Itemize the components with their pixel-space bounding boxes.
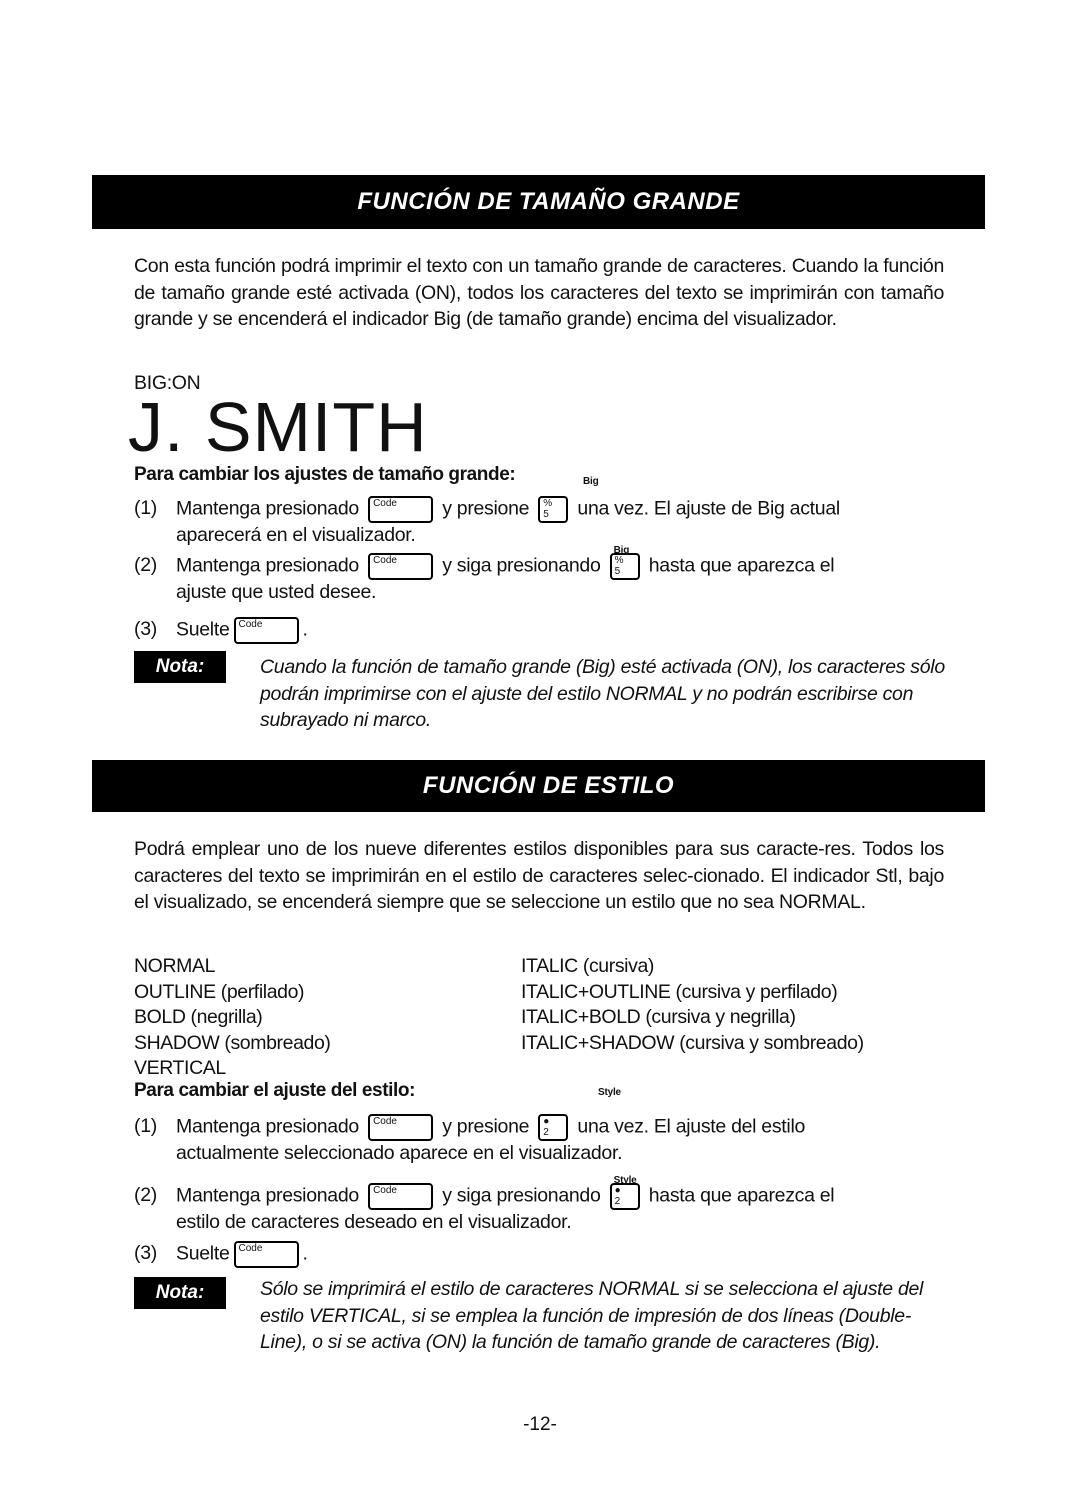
step-number: (3) [134, 618, 157, 640]
style-step-3 [134, 1241, 949, 1268]
step-text: Mantenga presionado [176, 554, 359, 577]
code-key-icon [234, 1241, 299, 1268]
style-step-1 [134, 1114, 949, 1166]
style-note-text: Sólo se imprimirá el estilo de caracteres NORMAL si se selecciona el ajuste del estilo VERTICAL, si se emplea la función de impresión de dos líneas (Double-Line), o si se activa (ON) la función de tamaño grande de caracteres (Big). [260, 1278, 924, 1353]
big-step-1 [134, 496, 949, 548]
section-title: FUNCIÓN DE ESTILO [422, 772, 675, 799]
step-text: y presione [442, 1115, 530, 1138]
big-step-3 [134, 617, 949, 644]
step-text: Mantenga presionado [176, 1184, 359, 1207]
key-top-label: % [543, 498, 553, 509]
styles-left-column [134, 954, 521, 1082]
style-subheading: Para cambiar el ajuste del estilo: [134, 1080, 416, 1101]
step-text: una vez. El ajuste de Big actual [577, 497, 840, 520]
key-bottom-label: 5 [543, 509, 549, 520]
big-subheading: Para cambiar los ajustes de tamaño grande: [134, 464, 516, 485]
key-bottom-label: 5 [614, 566, 621, 577]
step-text: y siga presionando [442, 1184, 601, 1207]
key-label: Code [373, 555, 397, 566]
code-key-icon [368, 496, 433, 523]
step-text: y siga presionando [442, 554, 601, 577]
step-text: hasta que aparezca el [648, 1184, 835, 1207]
step-continuation: aparecerá en el visualizador. [176, 524, 416, 546]
step-continuation: estilo de caracteres deseado en el visualizador. [176, 1211, 572, 1233]
big-step-2 [134, 545, 949, 605]
display-indicator-text: BIG:ON [134, 372, 201, 394]
step-text: y presione [442, 497, 530, 520]
style-item: VERTICAL [134, 1057, 226, 1079]
style-intro-paragraph: Podrá emplear uno de los nueve diferentes estilos disponibles para sus caracte-res. Todos los caracteres del texto se imprimirán en el estilo de caracteres selec-cionado. El indicador Stl, bajo el visualizado, se encenderá siempre que se seleccione un estilo que no sea NORMAL. [134, 838, 944, 913]
key-label: Code [238, 1243, 263, 1254]
style-key-label: Style [598, 1087, 621, 1098]
step-text: . [302, 1242, 308, 1265]
step-text: una vez. El ajuste del estilo [577, 1115, 806, 1138]
key-top-label: % [614, 555, 624, 566]
style-item: BOLD (negrilla) [134, 1006, 263, 1028]
step-number: (2) [134, 1184, 157, 1206]
big-intro-paragraph: Con esta función podrá imprimir el texto con un tamaño grande de caracteres. Cuando la función de tamaño grande esté activada (ON), todos los caracteres del texto se imprimirán con tamaño grande y se encenderá el indicador Big (de tamaño grande) encima del visualizador. [134, 255, 944, 330]
style-2-key-icon [610, 1175, 640, 1210]
code-key-icon [368, 1183, 433, 1210]
style-item: OUTLINE (perfilado) [134, 980, 305, 1003]
big-key-label: Big [583, 476, 599, 487]
code-key-icon [234, 617, 299, 644]
styles-list [134, 954, 954, 1082]
step-number: (2) [134, 554, 157, 576]
percent-5-key-icon [610, 545, 640, 580]
step-text: hasta que aparezca el [648, 554, 835, 577]
key-label: Code [373, 1185, 397, 1196]
key-above-label: Style [613, 1175, 637, 1186]
step-number: (1) [134, 497, 157, 519]
code-key-icon [368, 553, 433, 580]
percent-5-key-icon [538, 496, 568, 523]
key-label: Code [373, 1116, 397, 1127]
style-item: ITALIC+OUTLINE (cursiva y perfilado) [521, 980, 838, 1003]
step-text: Suelte [176, 618, 230, 641]
key-bottom-label: 2 [614, 1196, 621, 1207]
styles-right-column [521, 954, 961, 1082]
key-bottom-label: 2 [543, 1127, 549, 1138]
style-item: SHADOW (sombreado) [134, 1031, 331, 1054]
code-key-icon [368, 1114, 433, 1141]
style-item: ITALIC+BOLD (cursiva y negrilla) [521, 1006, 796, 1028]
step-text: Mantenga presionado [176, 497, 359, 520]
section-banner-style [92, 760, 985, 812]
sample-big-text: J. SMITH [128, 388, 428, 466]
step-number: (3) [134, 1242, 157, 1264]
key-label: Code [238, 619, 263, 630]
style-item: ITALIC+SHADOW (cursiva y sombreado) [521, 1031, 864, 1054]
key-label: Code [373, 498, 397, 509]
step-text: Mantenga presionado [176, 1115, 359, 1138]
style-item: NORMAL [134, 955, 216, 977]
step-continuation: actualmente seleccionado aparece en el visualizador. [176, 1142, 623, 1164]
step-continuation: ajuste que usted desee. [176, 581, 377, 603]
style-item: ITALIC (cursiva) [521, 955, 655, 977]
style-2-key-icon [538, 1114, 568, 1141]
page-number: -12- [523, 1414, 557, 1435]
key-above-label: Big [613, 545, 630, 556]
key-top-label: ● [543, 1116, 550, 1127]
section-title: FUNCIÓN DE TAMAÑO GRANDE [357, 188, 740, 215]
note-label: Nota: [155, 656, 205, 677]
step-text: . [302, 618, 308, 641]
style-step-2 [134, 1175, 949, 1235]
big-note-text: Cuando la función de tamaño grande (Big) esté activada (ON), los caracteres sólo podrán imprimirse con el ajuste del estilo NORMAL y no podrán escribirse con subrayado ni marco. [260, 656, 945, 731]
step-text: Suelte [176, 1242, 230, 1265]
note-label: Nota: [155, 1282, 205, 1303]
step-number: (1) [134, 1115, 157, 1137]
section-banner-big-size [92, 175, 985, 229]
note-badge [134, 651, 226, 683]
key-top-label: ● [614, 1185, 621, 1196]
note-badge [134, 1277, 226, 1309]
